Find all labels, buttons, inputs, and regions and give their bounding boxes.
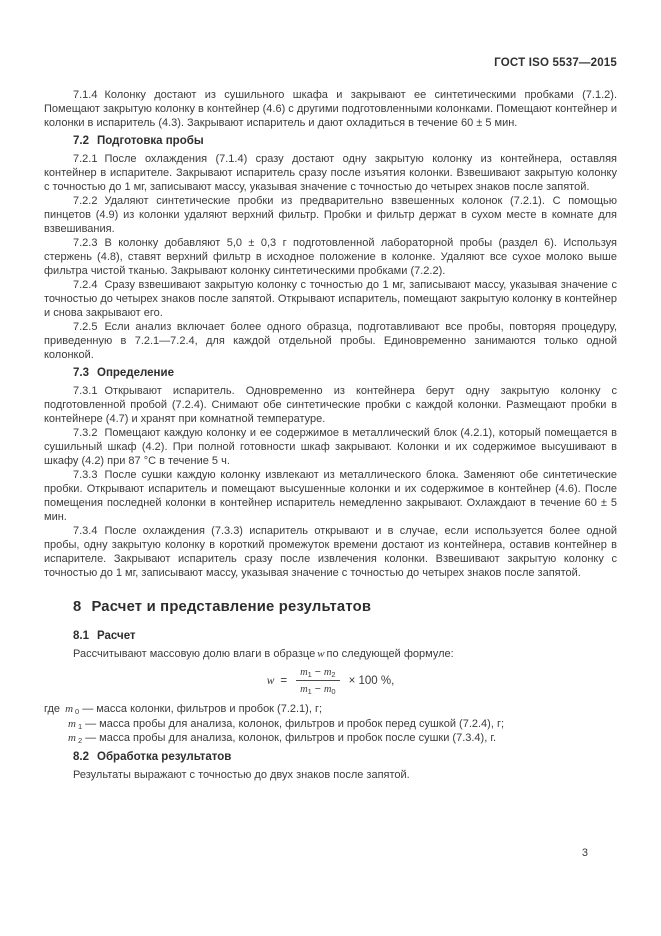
clause-number: 7.2.1 [73, 153, 98, 165]
clause-number: 7.2.4 [73, 279, 98, 291]
formula-fraction [296, 666, 340, 695]
var-m1: m [300, 684, 308, 695]
clause-number: 7.2.3 [73, 237, 98, 249]
moisture-formula [44, 666, 617, 695]
clause-7-2-3 [44, 236, 617, 278]
intro-text-tail: по следующей формуле: [326, 648, 454, 660]
heading-number: 8 [73, 599, 82, 615]
clause-7-3-4 [44, 524, 617, 580]
fraction-denominator [296, 681, 340, 695]
clause-text: Если анализ включает более одного образца, подготавливают все пробы, повторяя процедуру, приведенную в 7.2.1—7.2.4, для каждой отдельной пробы. Единовременно занимаются только одной колонкой. [44, 321, 617, 361]
clause-text: После охлаждения (7.3.3) испаритель открывают и в случае, если используется более одной пробы, одну закрытую колонку в короткий промежуток времени достают из контейнера, оставив контейнер в испарителе. Закрывают испаритель сразу после извлечения колонки. Взвешивают закрытую колонку с точностью до 1 мг, записывают массу, указывая значение с точностью до четырех знаков после запятой. [44, 525, 617, 579]
symbol-definitions [44, 702, 617, 746]
clause-text: Результаты выражают с точностью до двух знаков после запятой. [73, 768, 410, 781]
definition-text: — масса пробы для анализа, колонок, фильтров и пробок перед сушкой (7.2.4), г; [85, 717, 505, 730]
clause-text: После сушки каждую колонку извлекают из металлического блока. Заменяют обе синтетические пробки. Открывают испаритель и помещают высушенные колонки и их содержимое в контейнер (4.6). После помещения последней колонки в контейнер испаритель немедленно закрывают. Охлаждают в течение 60 ± 5 мин. [44, 469, 617, 523]
heading-8-2 [44, 751, 617, 763]
clause-text: Помещают каждую колонку и ее содержимое в металлический блок (4.2.1), который помещается в сушильный шкаф (4.2). При полной готовности шкаф закрывают. Колонки и их содержимое высушивают в шкафу (4.2) при 87 °С в течение 5 ч. [44, 427, 617, 467]
clause-text: В колонку добавляют 5,0 ± 0,3 г подготовленной лабораторной пробы (раздел 6). Используя стержень (4.8), ставят верхний фильтр в исходное положение в колонке. Удаляют все сухое молоко выше фильтра чистой тканью. Закрывают колонку синтетическими пробками (7.2.2). [44, 237, 617, 277]
heading-number: 7.3 [73, 367, 89, 379]
clause-number: 7.3.1 [73, 385, 98, 397]
equals-sign: = [280, 674, 288, 687]
heading-number: 8.2 [73, 750, 89, 763]
definition-m1 [44, 717, 617, 732]
formula-lhs: w [266, 674, 275, 687]
definition-m0 [44, 702, 617, 717]
clause-7-2-4 [44, 278, 617, 320]
sub-0: 0 [331, 687, 336, 696]
definition-text: — масса колонки, фильтров и пробок (7.2.1), г; [82, 703, 323, 715]
heading-title: Определение [97, 367, 174, 379]
heading-7-2 [44, 135, 617, 147]
heading-title: Расчет и представление результатов [91, 599, 372, 615]
heading-title: Подготовка пробы [97, 135, 204, 147]
clause-7-2-2 [44, 194, 617, 236]
var-m0: m [323, 684, 332, 695]
var-m2: m [323, 667, 332, 678]
sub-1: 1 [307, 670, 312, 679]
page-content [44, 57, 617, 782]
definition-m2 [44, 731, 617, 746]
sub-2: 2 [77, 736, 83, 745]
sub-2: 2 [331, 670, 336, 679]
clause-number: 7.3.3 [73, 469, 98, 481]
clause-7-2-1 [44, 152, 617, 194]
clause-number: 7.3.4 [73, 525, 98, 537]
clause-number: 7.1.4 [73, 89, 98, 101]
clause-number: 7.2.2 [73, 195, 98, 207]
formula-tail: × 100 %, [348, 674, 395, 687]
heading-number: 7.2 [73, 135, 89, 147]
heading-title: Обработка результатов [97, 750, 232, 763]
heading-8-1 [44, 630, 617, 642]
clause-7-1-4 [44, 88, 617, 130]
variable-w: w [317, 648, 325, 660]
heading-title: Расчет [97, 630, 136, 642]
formula-intro [44, 647, 617, 661]
clause-number: 7.3.2 [73, 427, 98, 439]
symbol-m1: m [68, 717, 76, 730]
page-number: 3 [581, 847, 588, 859]
clause-7-3-2 [44, 426, 617, 468]
heading-number: 8.1 [73, 630, 89, 642]
clause-text: Открывают испаритель. Одновременно из контейнера берут одну закрытую колонку с подготовленной пробой (7.2.4). Снимают обе синтетические пробки с каждой колонки. Размещают пробки в контейнере (4.7) и хранят при комнатной температуре. [44, 385, 617, 425]
sub-0: 0 [75, 707, 80, 716]
doc-header-code: ГОСТ ISO 5537—2015 [494, 57, 617, 69]
clause-8-2-text [44, 768, 617, 782]
symbol-m2: m [68, 732, 76, 744]
clause-7-2-5 [44, 320, 617, 362]
var-m1: m [300, 667, 308, 678]
minus-sign: − [314, 666, 321, 678]
clause-7-3-1 [44, 384, 617, 426]
sub-1: 1 [77, 721, 83, 731]
symbol-m0: m [65, 703, 74, 715]
clause-text: Колонку достают из сушильного шкафа и закрывают ее синтетическими пробками (7.1.2). Помещают закрытую колонку в контейнер (4.6) с другими подготовленными колонками. Помещают контейнер и колонки в испаритель (4.3). Закрывают испаритель и дают охладиться в течение 60 ± 5 мин. [44, 89, 617, 129]
minus-sign: − [314, 683, 321, 695]
clause-text: После охлаждения (7.1.4) сразу достают одну закрытую колонку из контейнера, оставляя контейнер в испарителе. Закрывают испаритель сразу после изъятия колонки. Взвешивают закрытую колонку с точностью до 1 мг, записывают массу, указывая значение с точностью до четырех знаков после запятой. [44, 153, 617, 193]
heading-7-3 [44, 367, 617, 379]
fraction-numerator [296, 666, 340, 681]
intro-text: Рассчитывают массовую долю влаги в образце [73, 648, 316, 660]
clause-7-3-3 [44, 468, 617, 524]
heading-section-8 [44, 599, 617, 615]
clause-text: Сразу взвешивают закрытую колонку с точностью до 1 мг, записывают массу, указывая значение с точностью до четырех знаков после запятой. Открывают испаритель, помещают закрытую колонку в контейнер и снова закрывают его. [44, 279, 617, 319]
sub-1: 1 [307, 687, 312, 696]
where-label: где [44, 703, 61, 715]
clause-text: Удаляют синтетические пробки из предварительно взвешенных колонок (7.2.1). С помощью пинцетов (4.9) из колонки удаляют верхний фильтр. Пробки и фильтр держат в сухом месте в комнате для взвешивания. [44, 195, 617, 235]
clause-number: 7.2.5 [73, 321, 98, 333]
definition-text: — масса пробы для анализа, колонок, фильтров и пробок после сушки (7.3.4), г. [85, 732, 497, 744]
